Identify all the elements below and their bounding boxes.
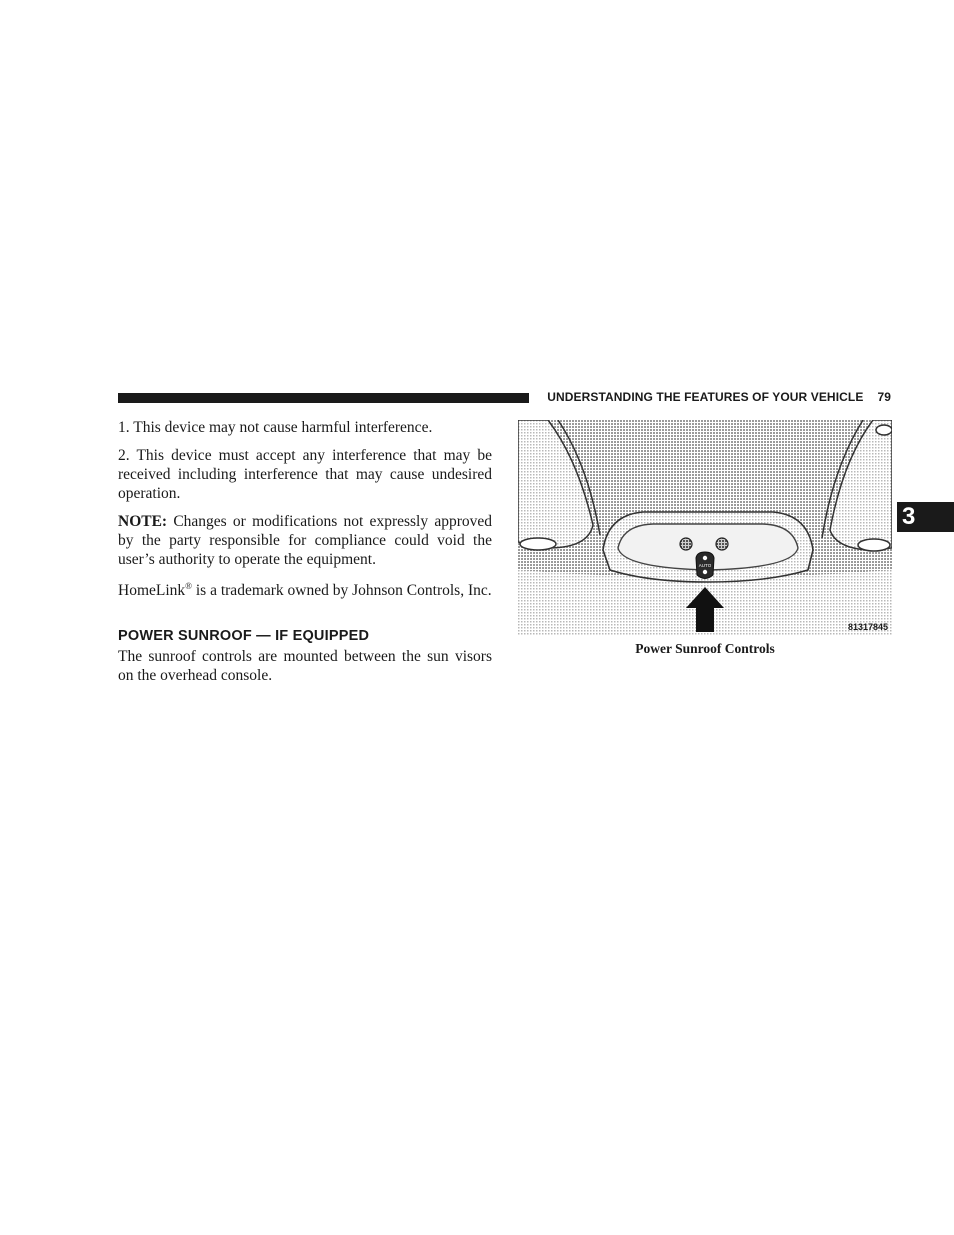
header-rule — [118, 393, 529, 403]
section-heading: POWER SUNROOF — IF EQUIPPED — [118, 628, 370, 644]
sunroof-controls-illustration — [518, 420, 892, 635]
page-number: 79 — [877, 390, 891, 404]
list-item: 1. This device may not cause harmful interference. — [118, 419, 433, 436]
trademark-paragraph — [118, 577, 492, 600]
note-label: NOTE: — [118, 513, 168, 530]
note-paragraph — [118, 512, 492, 569]
section-paragraph: The sunroof controls are mounted between the sun visors on the overhead console. — [118, 648, 492, 684]
section-title: UNDERSTANDING THE FEATURES OF YOUR VEHICLE — [547, 390, 864, 404]
list-item: 2. This device must accept any interference that may be received including interference that may cause undesired operation. — [118, 447, 492, 502]
running-header — [539, 390, 891, 404]
trademark-text: is a trademark owned by Johnson Controls, Inc. — [192, 582, 492, 600]
auto-button-label: AUTO — [698, 563, 712, 568]
figure-caption: Power Sunroof Controls — [635, 641, 775, 656]
registered-mark: ® — [185, 581, 192, 591]
homelink-name: HomeLink — [118, 582, 186, 600]
figure-id: 81317845 — [847, 622, 888, 632]
note-text: Changes or modifications not expressly approved by the party responsible for compliance could void the user’s authority to operate the equipment. — [118, 513, 492, 568]
overhead-console-drawing — [518, 420, 892, 635]
chapter-tab: 3 — [897, 502, 954, 532]
